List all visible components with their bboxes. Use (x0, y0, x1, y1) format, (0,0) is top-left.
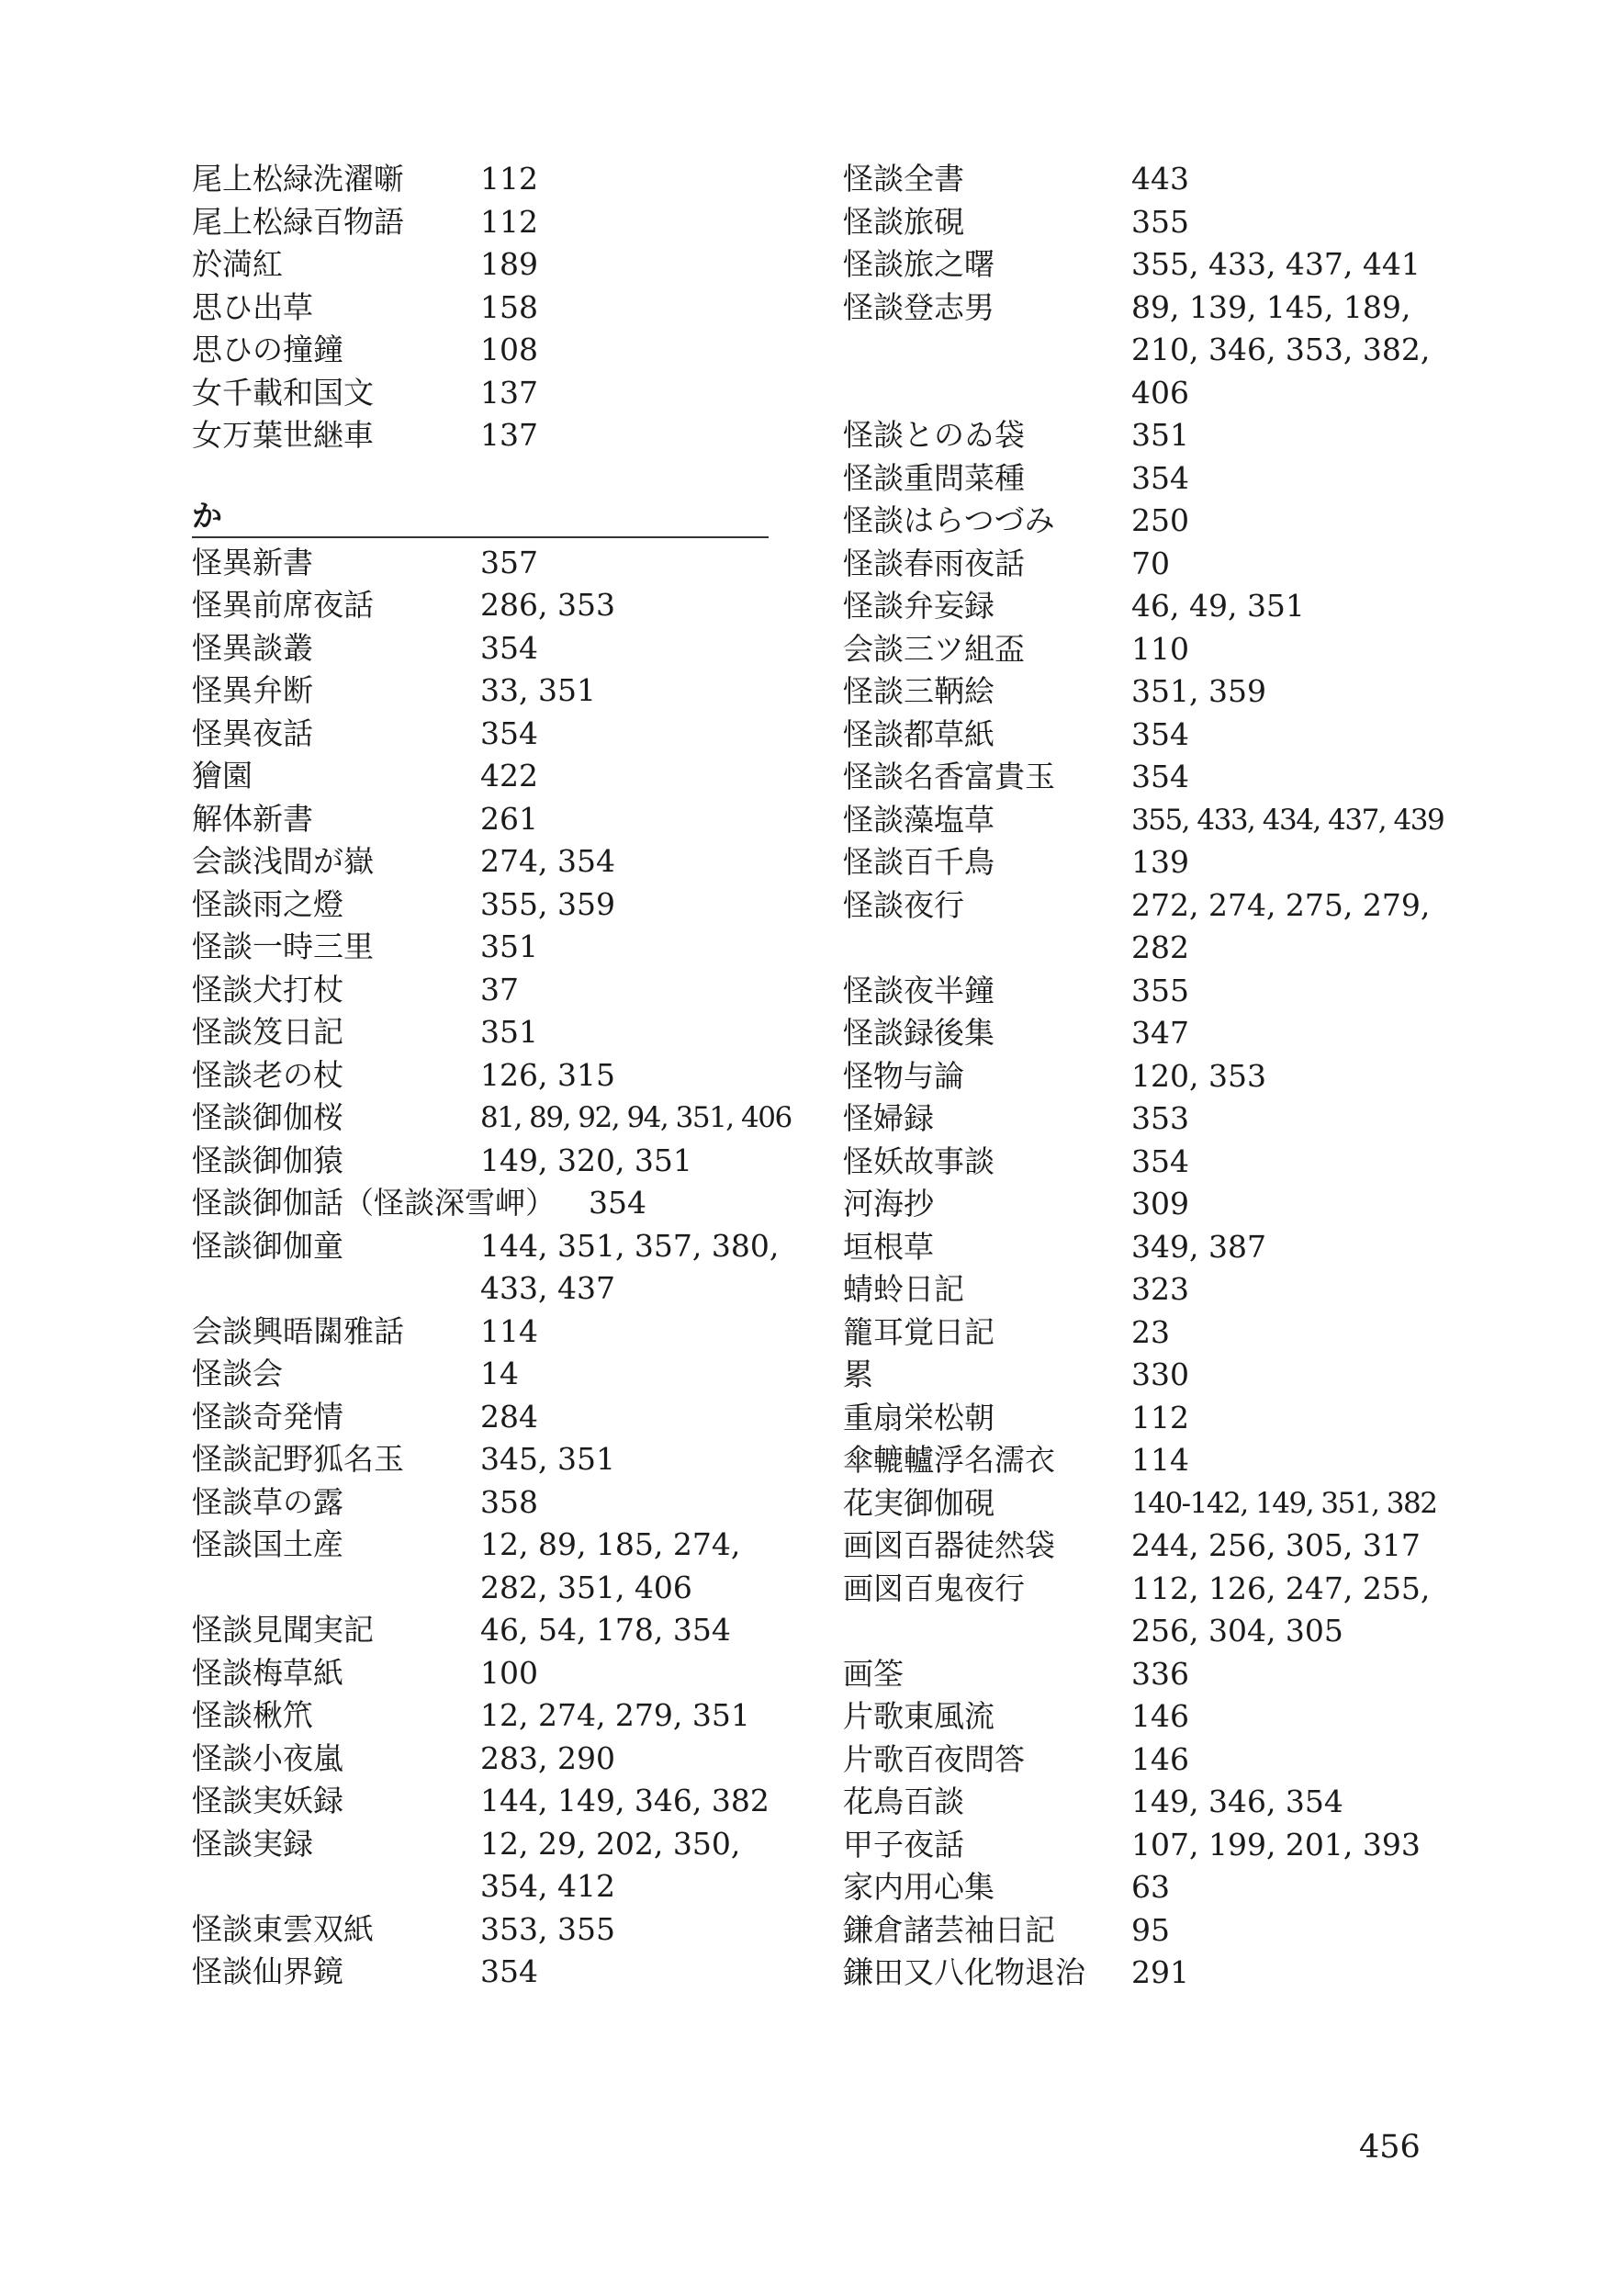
entry-title: 怪談御伽猿 (192, 1142, 343, 1178)
entry-pages: 108 (480, 332, 538, 367)
entry-pages: 345, 351 (480, 1441, 615, 1477)
entry-title: 怪談とのゐ袋 (843, 417, 1025, 453)
entry-title: 怪談雨之燈 (192, 885, 343, 922)
index-entry (192, 1481, 835, 1525)
index-entry (843, 585, 1486, 628)
index-entry-continuation (843, 372, 1486, 415)
entry-title: 怪談草の露 (192, 1483, 343, 1520)
index-entry (192, 1823, 835, 1866)
page-number: 456 (1359, 2129, 1421, 2166)
entry-pages: 283, 290 (480, 1739, 615, 1776)
entry-pages: 149, 346, 354 (1131, 1784, 1343, 1819)
entry-pages: 351 (480, 1014, 538, 1050)
index-column-left (192, 158, 835, 1994)
index-entry (843, 1909, 1486, 1953)
index-entry (192, 1524, 835, 1567)
entry-title: 鎌田又八化物退治 (843, 1954, 1085, 1990)
entry-pages: 63 (1131, 1869, 1170, 1905)
index-entry (843, 457, 1486, 501)
entry-pages: 37 (480, 971, 519, 1007)
entry-title: 怪談実録 (192, 1825, 313, 1862)
entry-title: 怪談三鞆絵 (843, 673, 994, 709)
section-spacer (192, 457, 835, 489)
entry-title: 花鳥百談 (843, 1784, 964, 1819)
entry-title: 怪異夜話 (192, 715, 313, 751)
entry-pages: 114 (480, 1312, 538, 1349)
entry-pages: 189 (480, 246, 538, 282)
entry-title: 怪談一時三里 (192, 929, 374, 964)
entry-pages: 107, 199, 201, 393 (1131, 1826, 1421, 1863)
index-entry (192, 1311, 835, 1354)
entry-pages: 23 (1131, 1313, 1170, 1350)
entry-title: 女万葉世継車 (192, 417, 374, 453)
index-entry (192, 1097, 835, 1140)
entry-pages: 256, 304, 305 (1131, 1613, 1343, 1649)
entry-title: 画図百器徒然袋 (843, 1527, 1055, 1563)
index-entry (843, 1097, 1486, 1141)
entry-pages: 354 (1131, 715, 1189, 752)
entry-title: 怪談奇発情 (192, 1398, 343, 1435)
index-entry (843, 543, 1486, 586)
entry-title: 怪談実妖録 (192, 1783, 343, 1818)
entry-title: 鎌倉諸芸袖日記 (843, 1911, 1055, 1948)
index-entry (192, 329, 835, 372)
entry-pages: 354 (1131, 459, 1189, 496)
entry-title: 怪談全書 (843, 161, 964, 197)
index-entry (192, 1353, 835, 1396)
entry-pages: 112 (1131, 1399, 1189, 1435)
entry-title: 怪談見聞実記 (192, 1612, 374, 1648)
entry-pages: 354 (589, 1185, 646, 1221)
index-entry (843, 414, 1486, 457)
entry-title: 蜻蛉日記 (843, 1271, 964, 1307)
entry-pages: 282 (1131, 929, 1189, 965)
index-entry (192, 201, 835, 244)
entry-pages: 158 (480, 288, 538, 325)
index-entry (192, 1140, 835, 1183)
entry-pages: 354 (480, 629, 538, 666)
entry-title: 於満紅 (192, 246, 283, 282)
entry-title: 怪談会 (192, 1356, 283, 1391)
index-entry (843, 1354, 1486, 1397)
entry-pages: 144, 149, 346, 382 (480, 1783, 770, 1818)
entry-pages: 139 (1131, 844, 1189, 880)
entry-title: 会談興晤𨶉雅話 (192, 1312, 404, 1349)
entry-pages: 354, 412 (480, 1868, 615, 1904)
entry-pages: 355, 359 (480, 885, 615, 922)
entry-pages: 330 (1131, 1356, 1189, 1392)
index-entry (192, 1652, 835, 1695)
index-entry (192, 798, 835, 841)
entry-title: 怪談旅硯 (843, 203, 964, 240)
index-entry-continuation (192, 1567, 835, 1610)
entry-pages: 33, 351 (480, 672, 596, 708)
index-entry (192, 1054, 835, 1097)
entry-pages: 89, 139, 145, 189, (1131, 288, 1411, 325)
index-entry (843, 1482, 1486, 1525)
entry-pages: 100 (480, 1654, 538, 1691)
entry-title: 怪談御伽童 (192, 1227, 343, 1264)
index-entry (192, 1780, 835, 1823)
entry-title: 尾上松緑洗濯噺 (192, 161, 404, 197)
index-entry (192, 414, 835, 457)
entry-title: 会談浅間が嶽 (192, 843, 374, 879)
entry-title: 片歌百夜問答 (843, 1740, 1025, 1777)
entry-title: 怪談藻塩草 (843, 801, 994, 838)
entry-title: 籠耳覚日記 (843, 1313, 994, 1350)
index-entry (192, 1908, 835, 1952)
entry-pages: 12, 29, 202, 350, (480, 1825, 741, 1862)
index-entry (843, 1781, 1486, 1824)
entry-pages: 12, 89, 185, 274, (480, 1526, 741, 1562)
section-heading-text: か (192, 497, 222, 534)
index-column-right (843, 158, 1486, 1995)
index-entry (843, 1866, 1486, 1909)
entry-pages: 46, 49, 351 (1131, 588, 1305, 624)
index-entry (843, 756, 1486, 799)
entry-title: 怪談国土産 (192, 1526, 343, 1562)
entry-title: 河海抄 (843, 1186, 934, 1221)
entry-title: 怪談夜半鐘 (843, 972, 994, 1008)
index-entry (843, 1397, 1486, 1440)
entry-title: 怪談楸笊 (192, 1697, 313, 1733)
index-entry-continuation (192, 1865, 835, 1908)
index-entry (192, 542, 835, 585)
entry-title: 会談三ツ組盃 (843, 630, 1025, 667)
entry-title: 怪談百千鳥 (843, 844, 994, 880)
entry-title: 画図百鬼夜行 (843, 1570, 1025, 1606)
entry-pages: 146 (1131, 1698, 1189, 1734)
entry-title: 怪談録後集 (843, 1015, 994, 1051)
entry-pages: 286, 353 (480, 587, 615, 623)
entry-title: 甲子夜話 (843, 1826, 964, 1863)
entry-pages: 81, 89, 92, 94, 351, 406 (480, 1101, 792, 1134)
entry-title: 怪異談叢 (192, 629, 313, 666)
entry-title: 怪妖故事談 (843, 1142, 994, 1179)
entry-title: 家内用心集 (843, 1869, 994, 1905)
index-entry (192, 243, 835, 287)
entry-pages: 112 (480, 203, 538, 240)
index-entry (843, 1824, 1486, 1867)
entry-pages: 353 (1131, 1100, 1189, 1136)
entry-title: 怪談犬打杖 (192, 971, 343, 1007)
entry-title: 怪談春雨夜話 (843, 545, 1025, 581)
entry-title: 怪談小夜嵐 (192, 1739, 343, 1776)
entry-pages: 355 (1131, 203, 1189, 240)
entry-pages: 244, 256, 305, 317 (1131, 1527, 1421, 1563)
entry-title: 怪異新書 (192, 544, 313, 580)
index-entry-continuation (192, 1267, 835, 1311)
index-entry (192, 755, 835, 798)
index-entry (843, 841, 1486, 884)
index-entry (192, 584, 835, 627)
entry-title: 怪婦録 (843, 1100, 934, 1136)
index-entry (843, 799, 1486, 842)
entry-title: 怪談御伽話（怪談深雪岬） (192, 1185, 556, 1221)
entry-title: 怪談都草紙 (843, 715, 994, 752)
entry-pages: 354 (1131, 1142, 1189, 1179)
entry-pages: 354 (1131, 759, 1189, 794)
index-entry (843, 201, 1486, 244)
entry-title: 怪談登志男 (843, 288, 994, 325)
entry-title: 思ひの撞鐘 (192, 332, 343, 367)
entry-title: 怪異弁断 (192, 672, 313, 708)
index-entry (192, 926, 835, 969)
entry-pages: 137 (480, 374, 538, 411)
index-entry (192, 1694, 835, 1738)
index-entry (843, 714, 1486, 757)
entry-pages: 272, 274, 275, 279, (1131, 886, 1431, 923)
entry-pages: 351, 359 (1131, 673, 1266, 709)
entry-pages: 12, 274, 279, 351 (480, 1697, 750, 1733)
entry-pages: 351 (1131, 417, 1189, 453)
index-entry (843, 1183, 1486, 1226)
entry-pages: 210, 346, 353, 382, (1131, 332, 1431, 367)
entry-title: 花実御伽硯 (843, 1484, 994, 1521)
entry-title: 怪談梅草紙 (192, 1654, 343, 1691)
entry-title: 怪物与論 (843, 1057, 964, 1094)
entry-title: 尾上松緑百物語 (192, 203, 404, 240)
entry-title: 画筌 (843, 1655, 904, 1692)
entry-title: 重扇栄松朝 (843, 1399, 994, 1435)
index-entry (192, 1951, 835, 1994)
index-entry (843, 1653, 1486, 1696)
entry-title: 怪談記野狐名玉 (192, 1441, 404, 1477)
entry-title: 獪園 (192, 758, 253, 793)
index-entry (843, 158, 1486, 201)
entry-pages: 120, 353 (1131, 1057, 1266, 1094)
index-entry (843, 884, 1486, 928)
entry-title: 怪談はらつづみ (843, 502, 1055, 538)
index-entry (843, 628, 1486, 671)
entry-pages: 422 (480, 758, 538, 793)
index-entry (192, 1396, 835, 1439)
entries-before-heading (192, 158, 835, 457)
index-entry-continuation (843, 1610, 1486, 1653)
index-entry (192, 840, 835, 884)
entries-after-heading (192, 542, 835, 1994)
index-entry (843, 287, 1486, 330)
section-heading-ka (192, 489, 835, 542)
entry-pages: 14 (480, 1356, 519, 1391)
index-entry (192, 1225, 835, 1268)
index-entry (192, 158, 835, 201)
entry-pages: 146 (1131, 1740, 1189, 1777)
entry-pages: 347 (1131, 1015, 1189, 1051)
entry-title: 怪談笈日記 (192, 1014, 343, 1050)
index-entry (843, 1439, 1486, 1482)
entry-title: 累 (843, 1356, 873, 1392)
index-entry (843, 1525, 1486, 1568)
index-entry (192, 1438, 835, 1481)
entry-title: 怪談名香富貴玉 (843, 759, 1055, 794)
entry-pages: 354 (480, 715, 538, 751)
entry-pages: 357 (480, 544, 538, 580)
entry-title: 傘轆轤浮名濡衣 (843, 1442, 1055, 1478)
entry-pages: 284 (480, 1398, 538, 1435)
entry-title: 怪談仙界鏡 (192, 1953, 343, 1989)
entry-pages: 443 (1131, 161, 1189, 197)
entry-pages: 353, 355 (480, 1910, 615, 1947)
index-entry (843, 1311, 1486, 1355)
index-entry (192, 1011, 835, 1054)
index-entry (843, 243, 1486, 287)
entry-title: 怪談老の杖 (192, 1056, 343, 1093)
entry-pages: 291 (1131, 1954, 1189, 1990)
entry-pages: 110 (1131, 630, 1189, 667)
entry-title: 怪談弁妄録 (843, 588, 994, 624)
index-entry (843, 670, 1486, 714)
entry-title: 垣根草 (843, 1228, 934, 1265)
entry-pages: 250 (1131, 502, 1189, 538)
entry-title: 解体新書 (192, 800, 313, 837)
index-entry (843, 500, 1486, 543)
entry-pages: 309 (1131, 1186, 1189, 1221)
entry-pages: 282, 351, 406 (480, 1569, 692, 1605)
index-entry-continuation (843, 927, 1486, 970)
index-entry (843, 1695, 1486, 1739)
index-entry (192, 884, 835, 927)
section-rule (192, 536, 769, 538)
index-entry-continuation (843, 329, 1486, 372)
index-entry (192, 969, 835, 1012)
entry-pages: 355, 433, 437, 441 (1131, 246, 1421, 282)
index-entry (192, 1738, 835, 1781)
entry-title: 怪談旅之曙 (843, 246, 994, 282)
entry-pages: 261 (480, 800, 538, 837)
entry-pages: 355 (1131, 972, 1189, 1008)
index-entry (192, 670, 835, 713)
index-entry (843, 1568, 1486, 1611)
entry-pages: 349, 387 (1131, 1228, 1266, 1265)
entry-pages: 112, 126, 247, 255, (1131, 1570, 1431, 1606)
entry-pages: 354 (480, 1953, 538, 1989)
entry-pages: 355, 433, 434, 437, 439 (1131, 803, 1444, 837)
entry-pages: 336 (1131, 1655, 1189, 1692)
entry-pages: 46, 54, 178, 354 (480, 1612, 731, 1648)
index-entry (843, 970, 1486, 1013)
entry-pages: 140-142, 149, 351, 382 (1131, 1486, 1437, 1520)
entry-pages: 144, 351, 357, 380, (480, 1227, 780, 1264)
entry-pages: 137 (480, 417, 538, 453)
entry-pages: 112 (480, 161, 538, 197)
entry-title: 怪異前席夜話 (192, 587, 374, 623)
entry-pages: 406 (1131, 374, 1189, 411)
index-entry (843, 1268, 1486, 1311)
entry-title: 片歌東風流 (843, 1698, 994, 1734)
entry-title: 思ひ出草 (192, 288, 313, 325)
entry-title: 女千載和国文 (192, 374, 374, 411)
entry-pages: 95 (1131, 1911, 1170, 1948)
entry-title: 怪談東雲双紙 (192, 1910, 374, 1947)
entry-pages: 323 (1131, 1271, 1189, 1307)
entry-title: 怪談重問菜種 (843, 459, 1025, 496)
index-entry (843, 1226, 1486, 1269)
entry-pages: 70 (1131, 545, 1170, 581)
entry-pages: 433, 437 (480, 1270, 615, 1306)
index-entry (192, 287, 835, 330)
entry-pages: 358 (480, 1483, 538, 1520)
index-entry (843, 1739, 1486, 1782)
index-entry (192, 1182, 835, 1225)
index-entry (192, 1609, 835, 1652)
entry-title: 怪談御伽桜 (192, 1099, 343, 1135)
index-entry (843, 1141, 1486, 1184)
index-entry (192, 372, 835, 415)
index-entry (843, 1952, 1486, 1995)
entry-pages: 274, 354 (480, 843, 615, 879)
index-entry (843, 1012, 1486, 1055)
entry-pages: 114 (1131, 1442, 1189, 1478)
entry-pages: 126, 315 (480, 1056, 615, 1093)
index-entry (843, 1055, 1486, 1098)
entry-pages: 351 (480, 929, 538, 964)
index-entry (192, 713, 835, 756)
index-entry (192, 627, 835, 670)
entry-title: 怪談夜行 (843, 886, 964, 923)
entry-pages: 149, 320, 351 (480, 1142, 692, 1178)
